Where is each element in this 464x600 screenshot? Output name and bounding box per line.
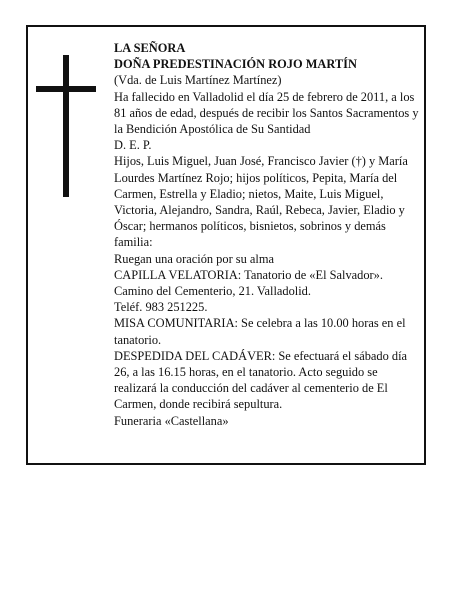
rip-text: D. E. P.: [114, 138, 152, 153]
farewell-info: DESPEDIDA DEL CADÁVER: Se efectuará el sábado día 26, a las 16.15 horas, en el tanatorio. Acto seguido se realizará la conducción del cadáver al cementerio de El Carmen, donde recibirá sepultura.: [114, 348, 408, 412]
cross-horizontal-bar: [36, 86, 96, 92]
cross-vertical-bar: [63, 55, 69, 197]
family-list: Hijos, Luis Miguel, Juan José, Francisco Javier (†) y María Lourdes Martínez Rojo; hijos políticos, Pepita, María del Carmen, Estrella y Eladio; nietos, Maite, Luis Miguel, Victoria, Alejandro, Sandra, Raúl, Rebeca, Javier, Eladio y Óscar; hermanos políticos, bisnietos, sobrinos y demás familia:: [114, 154, 408, 250]
deceased-name: DOÑA PREDESTINACIÓN ROJO MARTÍN: [114, 57, 357, 72]
funeral-home: Funeraria «Castellana»: [114, 413, 229, 428]
obituary-notice: [26, 25, 426, 465]
latin-cross-icon: [36, 55, 96, 197]
mass-info: MISA COMUNITARIA: Se celebra a las 10.00 horas en el tanatorio.: [114, 316, 406, 347]
notice-heading: LA SEÑORA: [114, 41, 186, 55]
death-announcement: Ha fallecido en Valladolid el día 25 de febrero de 2011, a los 81 años de edad, después de recibir los Santos Sacramentos y la Bendición Apostólica de Su Santidad: [114, 89, 419, 137]
notice-content: [114, 40, 422, 429]
chapel-info: CAPILLA VELATORIA: Tanatorio de «El Salvador». Camino del Cementerio, 21. Valladolid.: [114, 267, 383, 299]
widow-of: (Vda. de Luis Martínez Martínez): [114, 73, 282, 88]
phone-info: Teléf. 983 251225.: [114, 300, 208, 315]
prayer-request: Ruegan una oración por su alma: [114, 251, 274, 266]
